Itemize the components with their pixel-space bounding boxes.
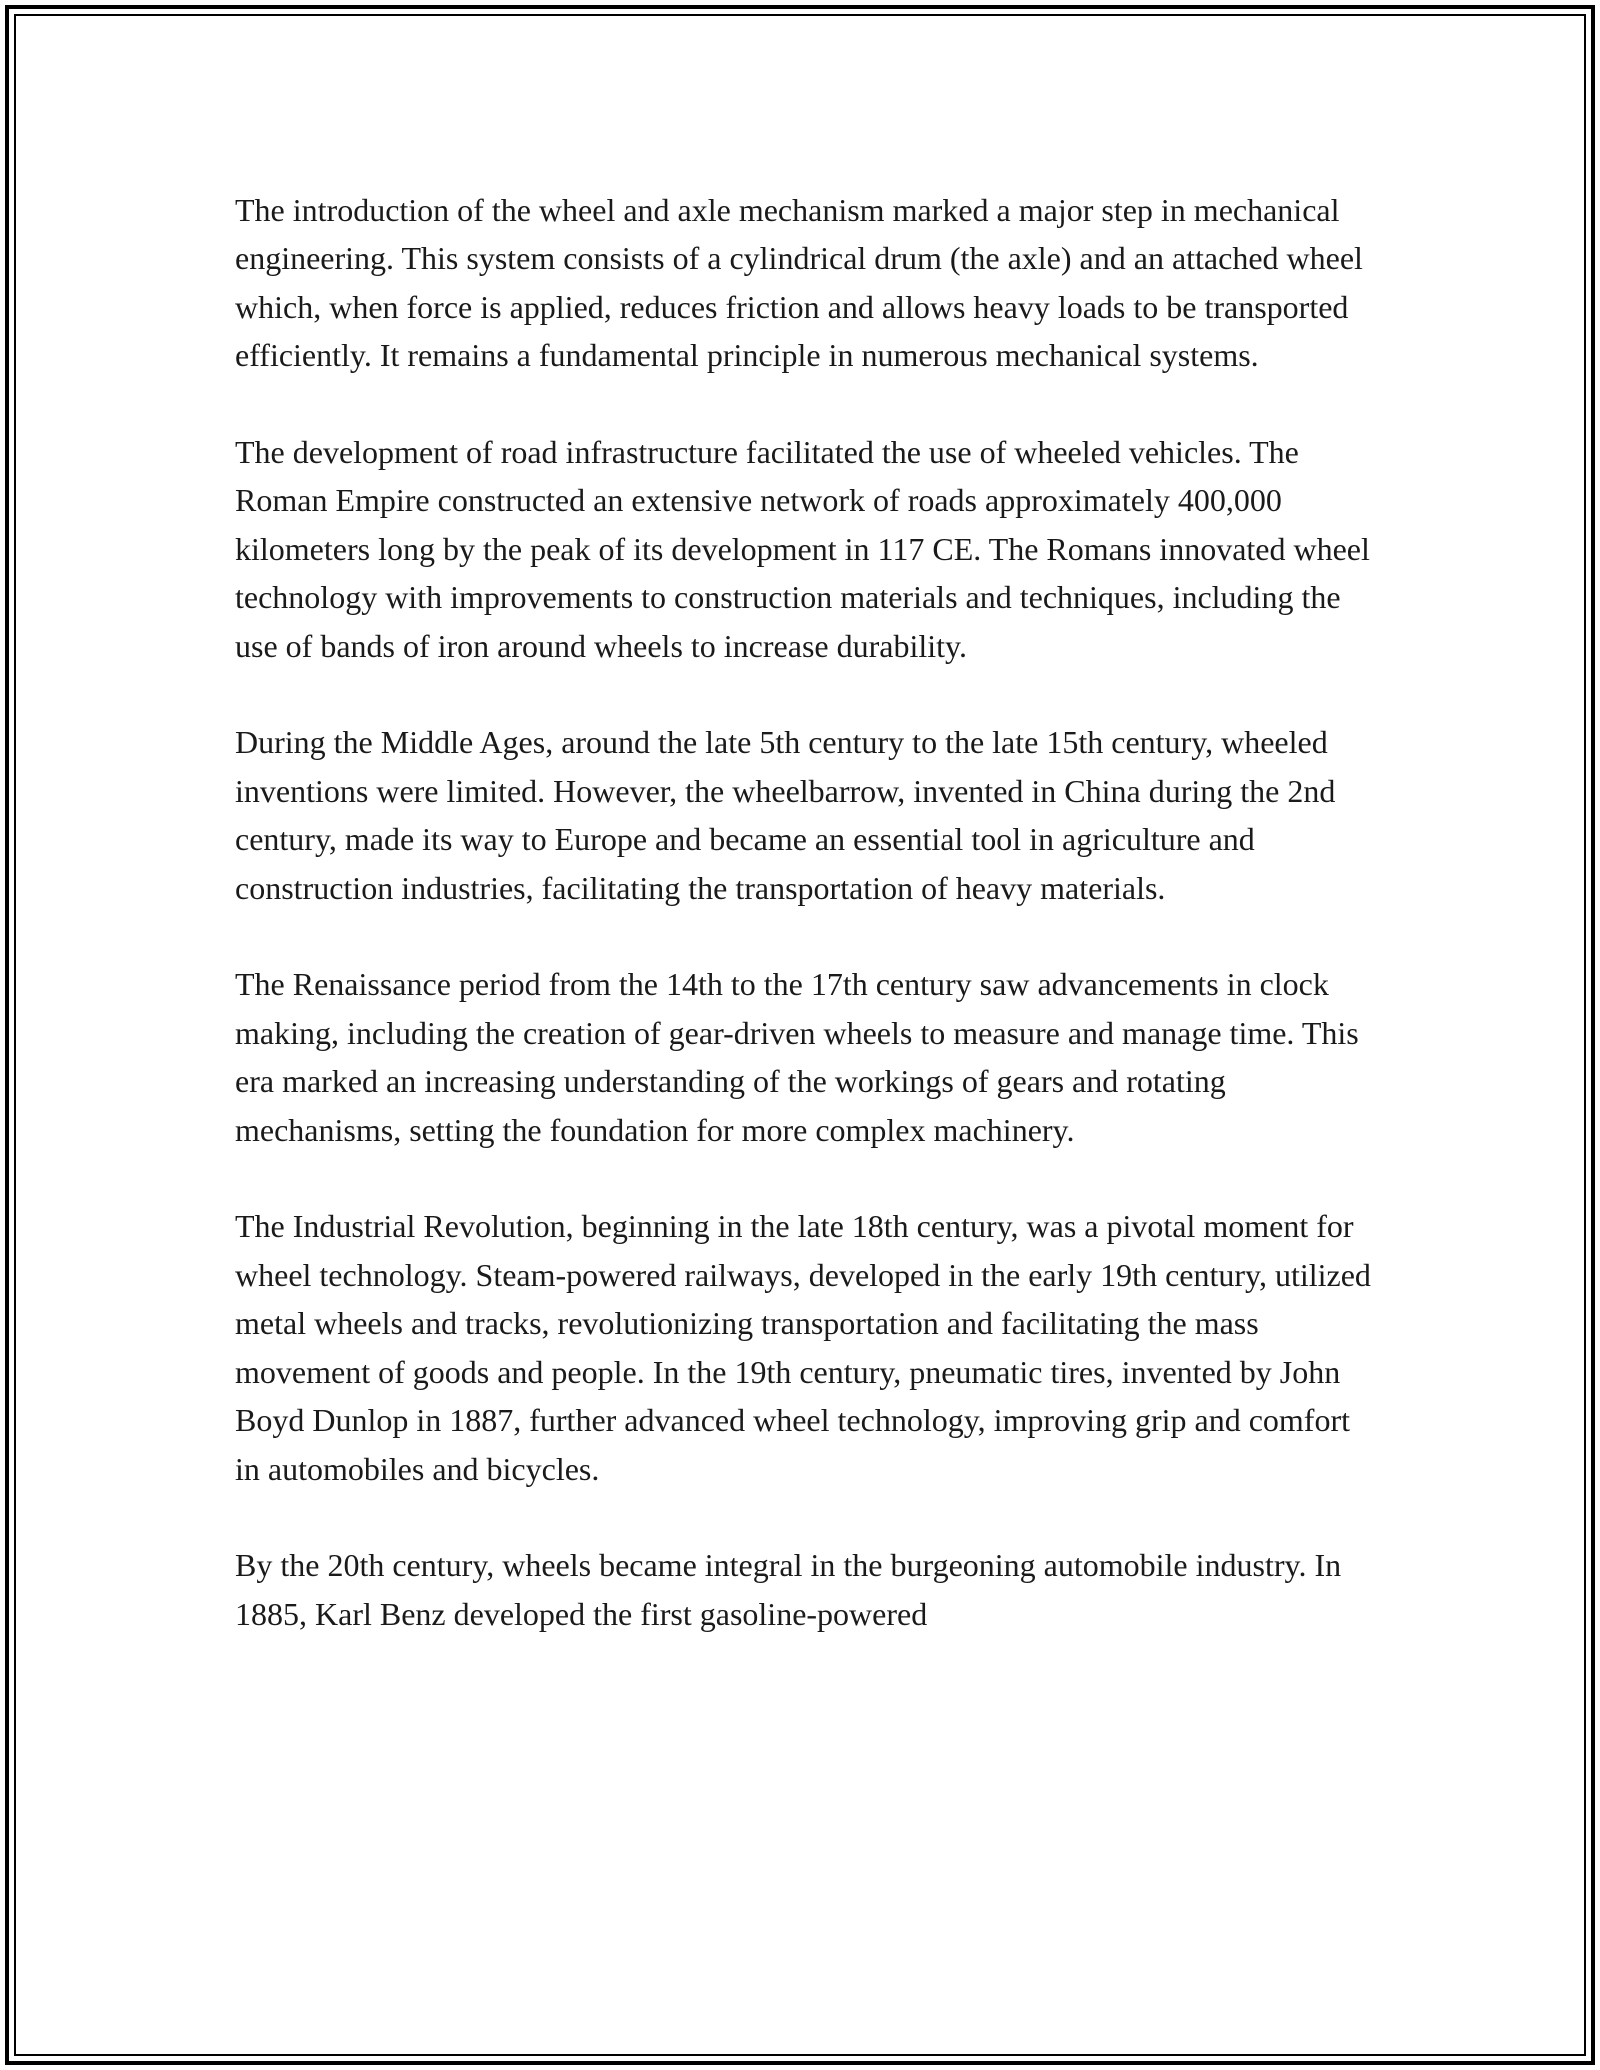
paragraph-wheel-and-axle: The introduction of the wheel and axle mechanism marked a major step in mechanical engineering. This system consists of a cylindrical drum (the axle) and an attached wheel which, when force is applied, reduces friction and allows heavy loads to be transported efficiently. It remains a fundamental principle in numerous mechanical systems. [235, 192, 1363, 374]
paragraph-middle-ages: During the Middle Ages, around the late 5th century to the late 15th century, wheeled inventions were limited. However, the wheelbarrow, invented in China during the 2nd century, made its way to Europe and became an essential tool in agriculture and construction industries, facilitating the transportation of heavy materials. [235, 724, 1336, 906]
paragraph-20th-century: By the 20th century, wheels became integral in the burgeoning automobile industry. In 1885, Karl Benz developed the first gasoline-powered [235, 1547, 1342, 1632]
paragraph-industrial-revolution: The Industrial Revolution, beginning in the late 18th century, was a pivotal moment for wheel technology. Steam-powered railways, developed in the early 19th century, utilized metal wheels and tracks, revolutionizing transportation and facilitating the mass movement of goods and people. In the 19th century, pneumatic tires, invented by John Boyd Dunlop in 1887, further advanced wheel technology, improving grip and comfort in automobiles and bicycles. [235, 1208, 1371, 1487]
document-body [235, 186, 1375, 1638]
paragraph-renaissance: The Renaissance period from the 14th to the 17th century saw advancements in clock making, including the creation of gear-driven wheels to measure and manage time. This era marked an increasing understanding of the workings of gears and rotating mechanisms, setting the foundation for more complex machinery. [235, 966, 1359, 1148]
paragraph-roman-roads: The development of road infrastructure facilitated the use of wheeled vehicles. The Roman Empire constructed an extensive network of roads approximately 400,000 kilometers long by the peak of its development in 117 CE. The Romans innovated wheel technology with improvements to construction materials and techniques, including the use of bands of iron around wheels to increase durability. [235, 434, 1370, 664]
